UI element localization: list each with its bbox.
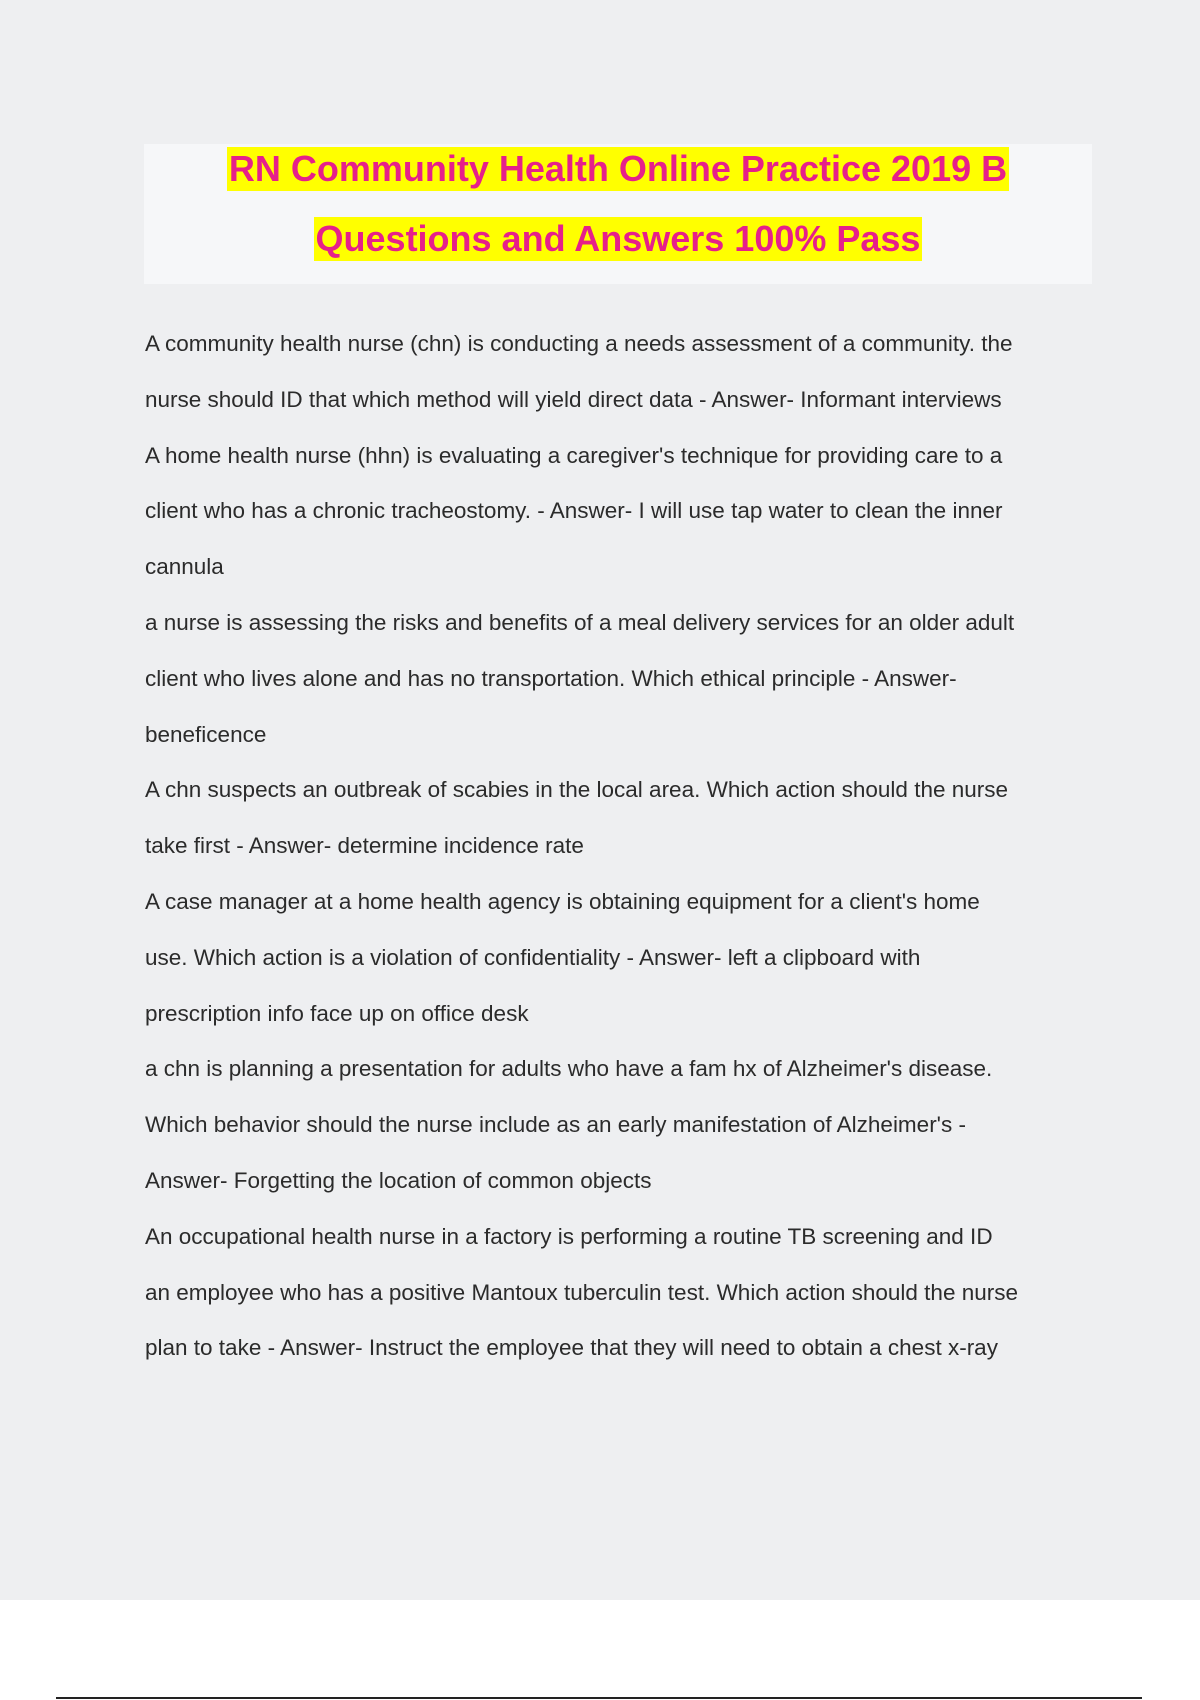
page-divider-line [56, 1697, 1142, 1699]
body-line: A case manager at a home health agency is obtaining equipment for a client's home [145, 888, 980, 914]
document-title-line-2: Questions and Answers 100% Pass [315, 218, 921, 259]
body-line: client who has a chronic tracheostomy. - Answer- I will use tap water to clean the inner [145, 498, 1003, 524]
body-line: take first - Answer- determine incidence rate [145, 833, 584, 859]
document-title-line-1: RN Community Health Online Practice 2019 B [228, 148, 1008, 189]
body-line: A community health nurse (chn) is conducting a needs assessment of a community. the [145, 331, 1013, 356]
body-line: use. Which action is a violation of confidentiality - Answer- left a clipboard with [145, 944, 921, 970]
document-body [145, 329, 1095, 1389]
title-row-2 [144, 217, 1092, 261]
body-line: A home health nurse (hhn) is evaluating a caregiver's technique for providing care to a [145, 442, 1003, 468]
body-line: beneficence [145, 721, 267, 747]
title-row-1 [144, 147, 1092, 191]
body-line: cannula [145, 554, 224, 580]
body-line: prescription info face up on office desk [145, 1000, 529, 1026]
body-line: nurse should ID that which method will yield direct data - Answer- Informant interviews [145, 386, 1002, 412]
body-line: A chn suspects an outbreak of scabies in the local area. Which action should the nurse [145, 777, 1009, 803]
body-line: client who lives alone and has no transportation. Which ethical principle - Answer- [145, 665, 957, 691]
body-line: Which behavior should the nurse include as an early manifestation of Alzheimer's - [145, 1112, 966, 1138]
body-line: Answer- Forgetting the location of common objects [145, 1167, 652, 1193]
body-line: An occupational health nurse in a factory is performing a routine TB screening and ID [145, 1223, 993, 1249]
body-line: plan to take - Answer- Instruct the employee that they will need to obtain a chest x-ray [145, 1335, 998, 1361]
body-line: an employee who has a positive Mantoux tuberculin test. Which action should the nurse [145, 1279, 1018, 1305]
body-line: a nurse is assessing the risks and benefits of a meal delivery services for an older adult [145, 609, 1015, 635]
body-line: a chn is planning a presentation for adults who have a fam hx of Alzheimer's disease. [145, 1056, 993, 1082]
